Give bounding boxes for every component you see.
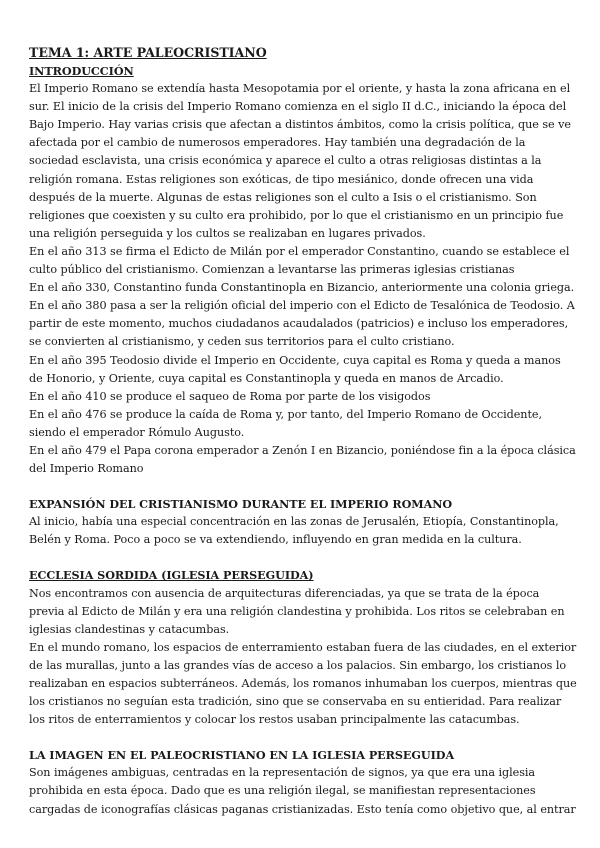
document-title: TEMA 1: ARTE PALEOCRISTIANO	[29, 45, 267, 60]
document-page	[29, 44, 577, 819]
section-heading-imagen: LA IMAGEN EN EL PALEOCRISTIANO EN LA IGLESIA PERSEGUIDA	[29, 748, 455, 763]
paragraph: En el año 313 se firma el Edicto de Milán por el emperador Constantino, cuando se establece el culto público del cristianismo. Comienzan a levantarse las primeras iglesias cristianas	[29, 244, 570, 277]
paragraph: En el mundo romano, los espacios de enterramiento estaban fuera de las ciudades, en el exterior de las murallas, junto a las grandes vías de acceso a los palacios. Sin embargo, los cristianos lo realizaban en espacios subterráneos. Además, los romanos inhumaban los cuerpos, mientras que los cristianos no seguían esta tradición, sino que se conservaba en su entieridad. Para realizar los ritos de enterramientos y colocar los restos usaban principalmente las catacumbas.	[29, 640, 577, 727]
paragraph: En el año 380 pasa a ser la religión oficial del imperio con el Edicto de Tesalónica de Teodosio. A partir de este momento, muchos ciudadanos acaudalados (patricios) e incluso los emperadores, se convierten al cristianismo, y ceden sus territorios para el culto cristiano.	[29, 299, 575, 349]
paragraph: El Imperio Romano se extendía hasta Mesopotamia por el oriente, y hasta la zona africana en el sur. El inicio de la crisis del Imperio Romano comienza en el siglo II d.C., iniciando la época del Bajo Imperio. Hay varias crisis que afectan a distintos ámbitos, como la crisis política, que se ve afectada por el cambio de numerosos emperadores. Hay también una degradación de la sociedad esclavista, una crisis económica y aparece el culto a otras religiosas distintas a la religión romana. Estas religiones son exóticas, de tipo mesiánico, donde ofrecen una vida después de la muerte. Algunas de estas religiones son el culto a Isis o el cristianismo. Son religiones que coexisten y su culto era prohibido, por lo que el cristianismo en un principio fue una religión perseguida y los cultos se realizaban en lugares privados.	[29, 82, 571, 240]
paragraph: En el año 330, Constantino funda Constantinopla en Bizancio, anteriormente una colonia griega.	[29, 281, 575, 295]
section-heading-introduccion: INTRODUCCIÓN	[29, 64, 134, 78]
paragraph: Son imágenes ambiguas, centradas en la representación de signos, ya que era una iglesia prohibida en esta época. Dado que es una religión ilegal, se manifiestan representaciones cargadas de iconografías clásicas paganas cristianizadas. Esto tenía como objetivo que, al entrar	[29, 766, 576, 816]
paragraph: En el año 479 el Papa corona emperador a Zenón I en Bizancio, poniéndose fin a la época clásica del Imperio Romano	[29, 443, 576, 476]
paragraph: En el año 395 Teodosio divide el Imperio en Occidente, cuya capital es Roma y queda a manos de Honorio, y Oriente, cuya capital es Constantinopla y queda en manos de Arcadio.	[29, 353, 561, 385]
paragraph: Nos encontramos con ausencia de arquitecturas diferenciadas, ya que se trata de la época previa al Edicto de Milán y era una religión clandestina y prohibida. Los ritos se celebraban en iglesias clandestinas y catacumbas.	[29, 586, 565, 636]
paragraph: En el año 476 se produce la caída de Roma y, por tanto, del Imperio Romano de Occidente, siendo el emperador Rómulo Augusto.	[29, 407, 542, 439]
section-heading-expansion: EXPANSIÓN DEL CRISTIANISMO DURANTE EL IMPERIO ROMANO	[29, 497, 453, 512]
section-heading-ecclesia-sordida: ECCLESIA SORDIDA (IGLESIA PERSEGUIDA)	[29, 568, 314, 583]
paragraph: Al inicio, había una especial concentración en las zonas de Jerusalén, Etiopía, Constantinopla, Belén y Roma. Poco a poco se va extendiendo, influyendo en gran medida en la cultura.	[29, 515, 559, 547]
paragraph: En el año 410 se produce el saqueo de Roma por parte de los visigodos	[29, 389, 431, 403]
